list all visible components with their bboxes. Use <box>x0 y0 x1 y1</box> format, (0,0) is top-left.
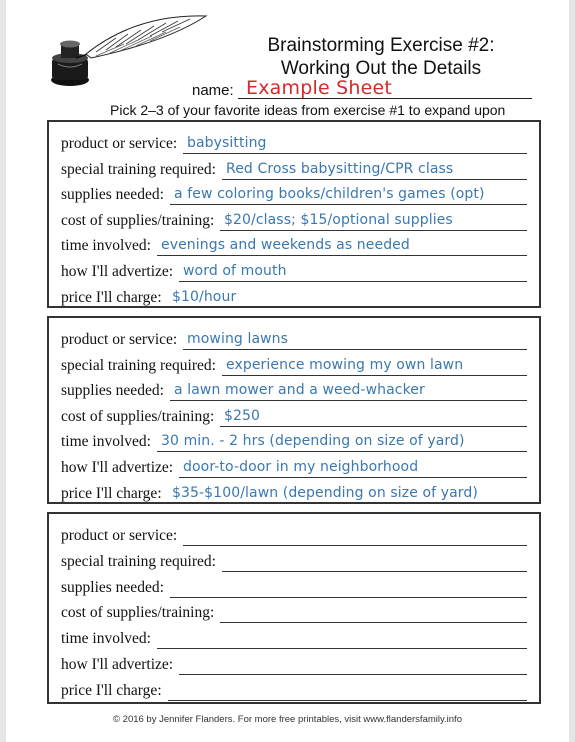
field-underline <box>222 179 527 180</box>
field-value: door-to-door in my neighborhood <box>183 459 419 475</box>
field-how-advertize[interactable] <box>61 651 527 677</box>
field-underline <box>168 503 527 504</box>
field-value: mowing lawns <box>187 331 289 347</box>
name-label: name: <box>192 82 234 99</box>
field-product-or-service[interactable] <box>61 326 527 352</box>
field-value: word of mouth <box>183 263 287 279</box>
field-how-advertize[interactable] <box>61 454 527 480</box>
field-value: evenings and weekends as needed <box>161 237 410 254</box>
field-label: product or service: <box>61 527 178 544</box>
field-underline <box>183 349 527 350</box>
field-cost-of-supplies[interactable] <box>61 207 527 233</box>
field-underline <box>168 307 527 308</box>
field-label: time involved: <box>61 237 151 255</box>
quill-pen-icon <box>76 16 206 58</box>
inkwell-icon <box>51 41 89 87</box>
field-supplies-needed[interactable] <box>61 574 527 600</box>
field-label: how I'll advertize: <box>61 656 174 673</box>
field-underline <box>170 400 527 401</box>
field-underline <box>157 255 527 256</box>
field-value: experience mowing my own lawn <box>226 356 464 373</box>
field-label: how I'll advertize: <box>61 459 174 476</box>
field-label: price I'll charge: <box>61 288 162 306</box>
name-value: Example Sheet <box>246 77 392 99</box>
idea-box-2 <box>47 316 541 504</box>
field-underline <box>170 597 527 598</box>
field-underline <box>220 622 527 623</box>
name-field[interactable] <box>192 78 532 100</box>
field-price-charge[interactable] <box>61 677 527 703</box>
field-cost-of-supplies[interactable] <box>61 599 527 625</box>
field-value: Red Cross babysitting/CPR class <box>226 160 454 177</box>
field-price-charge[interactable] <box>61 284 527 310</box>
field-label: supplies needed: <box>61 578 164 596</box>
copyright-footer: © 2016 by Jennifer Flanders. For more free printables, visit www.flandersfamily.info <box>113 714 462 725</box>
field-underline <box>157 451 527 452</box>
field-value: $250 <box>224 407 261 424</box>
field-label: price I'll charge: <box>61 484 162 502</box>
field-label: supplies needed: <box>61 382 164 400</box>
field-label: special training required: <box>61 356 216 374</box>
field-value: a few coloring books/children's games (opt) <box>174 186 485 203</box>
field-label: special training required: <box>61 552 216 570</box>
field-product-or-service[interactable] <box>61 130 527 156</box>
worksheet-title <box>211 34 551 80</box>
field-underline <box>170 204 527 205</box>
field-underline <box>183 153 527 154</box>
field-label: time involved: <box>61 433 151 451</box>
idea-box-1 <box>47 120 541 308</box>
field-time-involved[interactable] <box>61 625 527 651</box>
title-line-2: Working Out the Details <box>280 58 482 79</box>
field-label: cost of supplies/training: <box>61 211 215 229</box>
field-value: a lawn mower and a weed-whacker <box>174 382 425 399</box>
field-special-training[interactable] <box>61 156 527 182</box>
field-supplies-needed[interactable] <box>61 181 527 207</box>
field-supplies-needed[interactable] <box>61 377 527 403</box>
field-label: time involved: <box>61 630 151 648</box>
idea-box-3 <box>47 512 541 704</box>
instructions: Pick 2–3 of your favorite ideas from exercise #1 to expand upon <box>110 102 506 118</box>
field-product-or-service[interactable] <box>61 522 527 548</box>
inkwell-quill-logo <box>46 14 216 96</box>
field-label: cost of supplies/training: <box>61 604 215 622</box>
field-time-involved[interactable] <box>61 428 527 454</box>
field-price-charge[interactable] <box>61 480 527 506</box>
field-value: $20/class; $15/optional supplies <box>224 211 453 228</box>
field-value: $10/hour <box>172 288 237 305</box>
field-special-training[interactable] <box>61 352 527 378</box>
field-label: product or service: <box>61 135 178 152</box>
title-line-1: Brainstorming Exercise #2: <box>267 35 495 56</box>
field-label: how I'll advertize: <box>61 263 174 280</box>
field-special-training[interactable] <box>61 548 527 574</box>
field-underline <box>179 281 527 282</box>
field-value: babysitting <box>187 135 267 151</box>
field-underline <box>179 674 527 675</box>
field-value: $35-$100/lawn (depending on size of yard) <box>172 484 478 501</box>
field-cost-of-supplies[interactable] <box>61 403 527 429</box>
field-underline <box>168 700 527 701</box>
field-underline <box>220 426 527 427</box>
field-time-involved[interactable] <box>61 232 527 258</box>
field-label: special training required: <box>61 160 216 178</box>
field-underline <box>179 477 527 478</box>
field-underline <box>220 230 527 231</box>
field-underline <box>222 375 527 376</box>
worksheet-page <box>6 0 569 742</box>
field-underline <box>222 571 527 572</box>
field-underline <box>157 648 527 649</box>
field-label: price I'll charge: <box>61 681 162 699</box>
field-how-advertize[interactable] <box>61 258 527 284</box>
field-label: product or service: <box>61 331 178 348</box>
field-value: 30 min. - 2 hrs (depending on size of yard) <box>161 433 465 450</box>
field-label: cost of supplies/training: <box>61 407 215 425</box>
field-label: supplies needed: <box>61 186 164 204</box>
field-underline <box>183 545 527 546</box>
